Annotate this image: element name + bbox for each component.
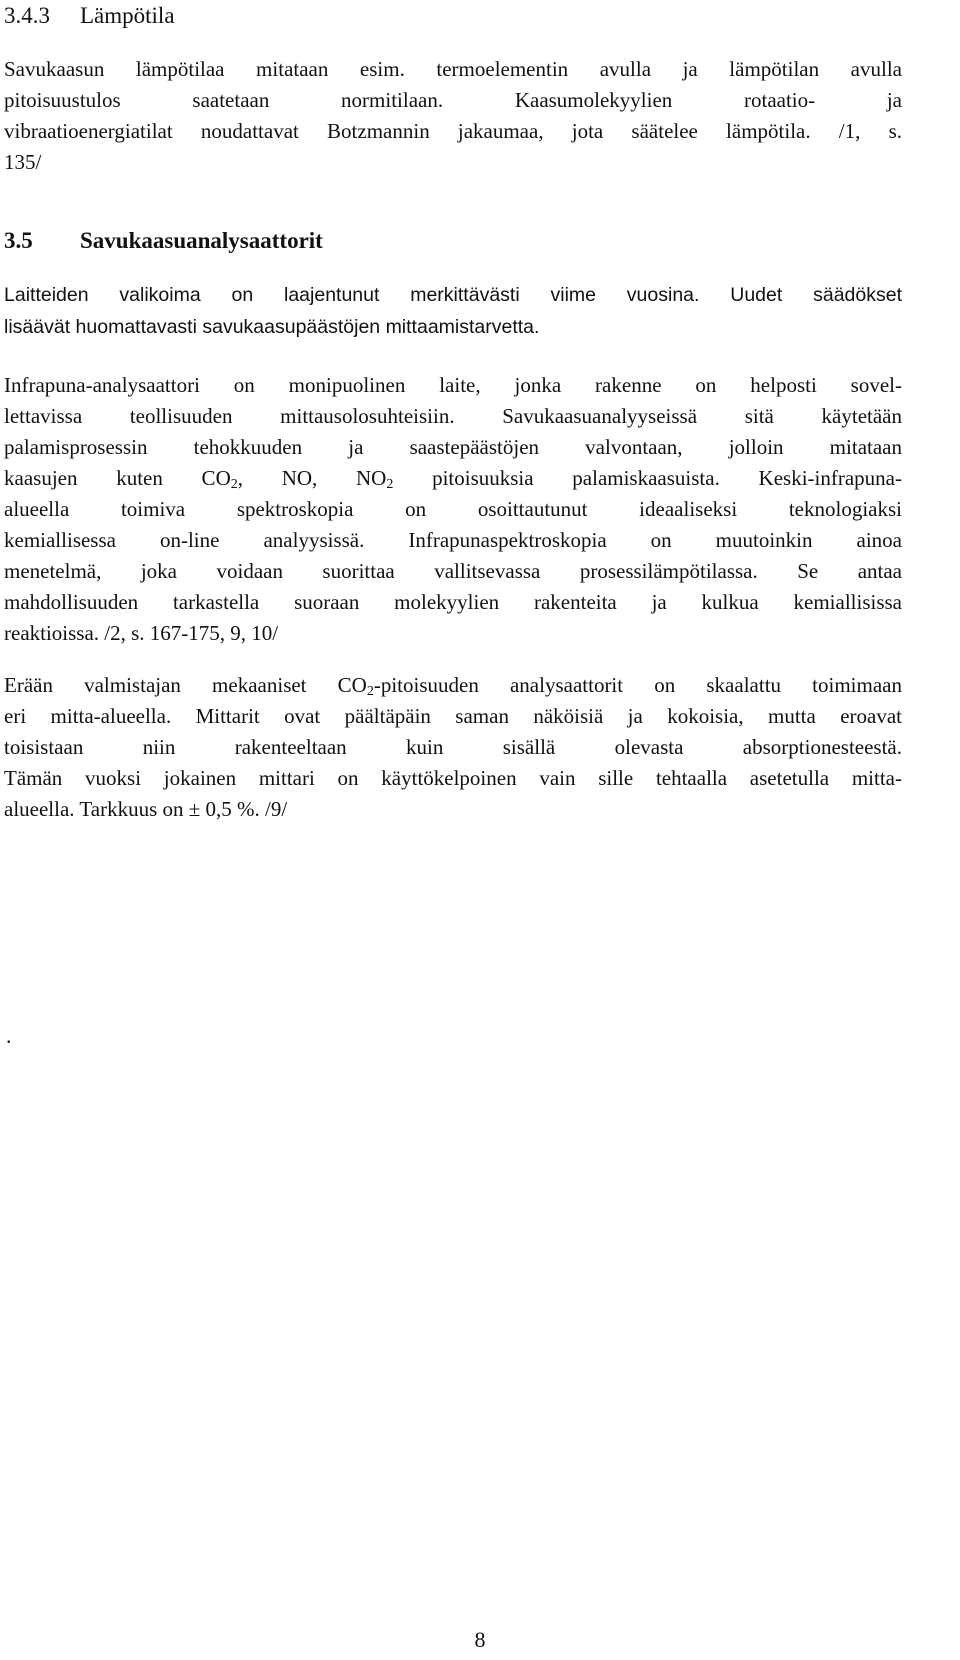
paragraph-analyzers-intro — [4, 279, 902, 343]
subscript: 2 — [230, 477, 238, 492]
subscript: 2 — [386, 477, 394, 492]
text-line: lettavissa teollisuuden mittausolosuhteisiin. Savukaasuanalyyseissä sitä käytetään — [4, 404, 902, 428]
text-run: pitoisuuksia palamiskaasuista. Keski-infrapuna- — [393, 466, 902, 490]
section-number: 3.5 — [4, 228, 33, 253]
section-heading-3-5 — [4, 227, 323, 255]
text-run: kaasujen kuten CO — [4, 466, 231, 490]
text-line: palamisprosessin tehokkuuden ja saastepäästöjen valvontaan, jolloin mitataan — [4, 435, 902, 459]
paragraph-infrared — [4, 370, 902, 649]
text-line: menetelmä, joka voidaan suorittaa vallitsevassa prosessilämpötilassa. Se antaa — [4, 559, 902, 583]
text-line: Savukaasun lämpötilaa mitataan esim. termoelementin avulla ja lämpötilan avulla — [4, 57, 902, 81]
paragraph-mechanical-analyzers — [4, 670, 902, 825]
text-line: lisäävät huomattavasti savukaasupäästöjen mittaamistarvetta. — [4, 316, 540, 338]
text-line: mahdollisuuden tarkastella suoraan molekyylien rakenteita ja kulkua kemiallisissa — [4, 590, 902, 614]
text-run: -pitoisuuden analysaattorit on skaalattu toimimaan — [373, 673, 902, 697]
text-line — [4, 670, 902, 701]
text-line: kemiallisessa on-line analyysissä. Infrapunaspektroskopia on muutoinkin ainoa — [4, 528, 902, 552]
subscript: 2 — [366, 684, 374, 699]
text-line: toisistaan niin rakenteeltaan kuin sisällä olevasta absorptionesteestä. — [4, 735, 902, 759]
text-line: reaktioissa. /2, s. 167-175, 9, 10/ — [4, 621, 279, 645]
section-number: 3.4.3 — [4, 3, 50, 28]
text-line: 135/ — [4, 150, 42, 174]
text-run: Erään valmistajan mekaaniset CO — [4, 673, 367, 697]
text-line: pitoisuustulos saatetaan normitilaan. Kaasumolekyylien rotaatio- ja — [4, 88, 902, 112]
text-line: alueella toimiva spektroskopia on osoittautunut ideaaliseksi teknologiaksi — [4, 497, 902, 521]
text-line: Laitteiden valikoima on laajentunut merkittävästi viime vuosina. Uudet säädökset — [4, 284, 902, 306]
text-run: , NO, NO — [237, 466, 387, 490]
paragraph-temperature — [4, 54, 902, 178]
text-line: Tämän vuoksi jokainen mittari on käyttökelpoinen vain sille tehtaalla asetetulla mitta- — [4, 766, 902, 790]
text-line — [4, 463, 902, 494]
text-line: alueella. Tarkkuus on ± 0,5 %. /9/ — [4, 797, 288, 821]
page-number: 8 — [474, 1627, 486, 1652]
text-line: vibraatioenergiatilat noudattavat Botzmannin jakaumaa, jota säätelee lämpötila. /1, s. — [4, 119, 902, 143]
section-heading-3-4-3 — [4, 2, 175, 30]
text-line: Infrapuna-analysaattori on monipuolinen laite, jonka rakenne on helposti sovel- — [4, 373, 902, 397]
text-line: eri mitta-alueella. Mittarit ovat päältäpäin saman näköisiä ja kokoisia, mutta eroavat — [4, 704, 902, 728]
stray-mark: . — [6, 1023, 12, 1048]
section-title: Lämpötila — [80, 3, 175, 28]
section-title: Savukaasuanalysaattorit — [80, 228, 323, 253]
